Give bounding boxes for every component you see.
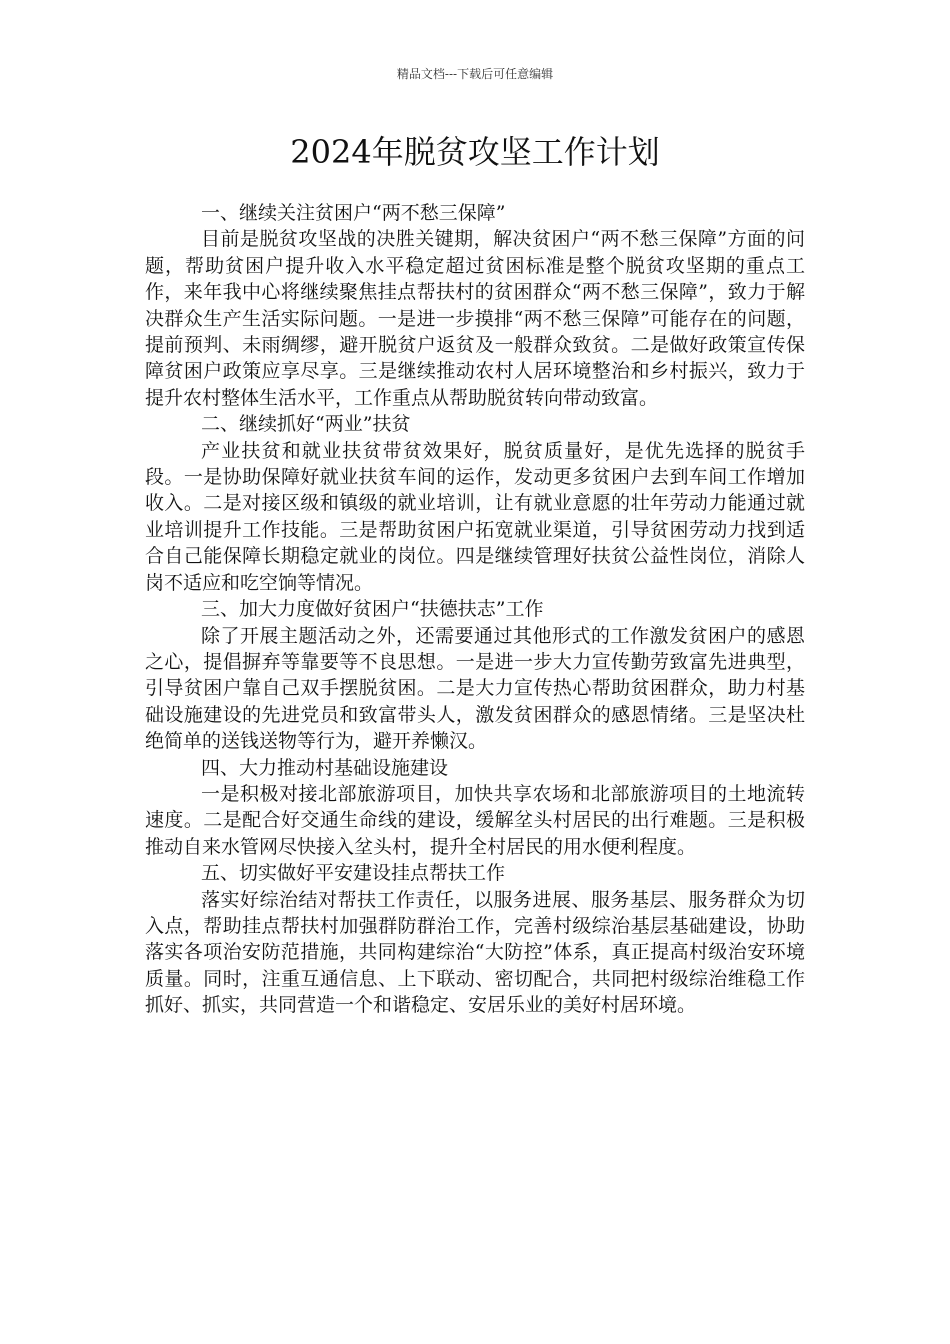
section-3-body: 除了开展主题活动之外，还需要通过其他形式的工作激发贫困户的感恩之心，提倡摒弃等靠要等不良思想。一是进一步大力宣传勤劳致富先进典型，引导贫困户靠自己双手摆脱贫困。二是大力宣传热心帮助贫困群众，助力村基础设施建设的先进党员和致富带头人，激发贫困群众的感恩情绪。三是坚决杜绝简单的送钱送物等行为，避开养懒汉。	[145, 624, 805, 753]
section-2-body: 产业扶贫和就业扶贫带贫效果好，脱贫质量好，是优先选择的脱贫手段。一是协助保障好就业扶贫车间的运作，发动更多贫困户去到车间工作增加收入。二是对接区级和镇级的就业培训，让有就业意愿的壮年劳动力能通过就业培训提升工作技能。三是帮助贫困户拓宽就业渠道，引导贫困劳动力找到适合自己能保障长期稳定就业的岗位。四是继续管理好扶贫公益性岗位，消除人岗不适应和吃空饷等情况。	[145, 439, 805, 594]
section-5-heading: 五、切实做好平安建设挂点帮扶工作	[201, 862, 506, 885]
document-title: 2024年脱贫攻坚工作计划	[290, 133, 660, 171]
section-4-heading: 四、大力推动村基础设施建设	[201, 756, 449, 779]
section-1-heading: 一、继续关注贫困户“两不愁三保障”	[201, 202, 506, 224]
section-3-heading: 三、加大力度做好贫困户“扶德扶志”工作	[201, 598, 544, 621]
section-1-body: 目前是脱贫攻坚战的决胜关键期，解决贫困户“两不愁三保障”方面的问题，帮助贫困户提升收入水平稳定超过贫困标准是整个脱贫攻坚期的重点工作，来年我中心将继续聚焦挂点帮扶村的贫困群众“两不愁三保障”，致力于解决群众生产生活实际问题。一是进一步摸排“两不愁三保障”可能存在的问题，提前预判、未雨绸缪，避开脱贫户返贫及一般群众致贫。二是做好政策宣传保障贫困户政策应享尽享。三是继续推动农村人居环境整治和乡村振兴，致力于提升农村整体生活水平，工作重点从帮助脱贫转向带动致富。	[145, 228, 805, 409]
section-2-heading: 二、继续抓好“两业”扶贫	[201, 413, 411, 436]
document-body	[145, 200, 805, 1019]
section-5-body: 落实好综治结对帮扶工作责任，以服务进展、服务基层、服务群众为切入点，帮助挂点帮扶村加强群防群治工作，完善村级综治基层基础建设，协助落实各项治安防范措施，共同构建综治“大防控”体系，真正提高村级治安环境质量。同时，注重互通信息、上下联动、密切配合，共同把村级综治维稳工作抓好、抓实，共同营造一个和谐稳定、安居乐业的美好村居环境。	[145, 888, 805, 1017]
page-header-note: 精品文档---下载后可任意编辑	[396, 67, 554, 81]
section-4-body: 一是积极对接北部旅游项目，加快共享农场和北部旅游项目的土地流转速度。二是配合好交通生命线的建设，缓解坌头村居民的出行难题。三是积极推动自来水管网尽快接入坌头村，提升全村居民的用水便利程度。	[145, 782, 805, 858]
